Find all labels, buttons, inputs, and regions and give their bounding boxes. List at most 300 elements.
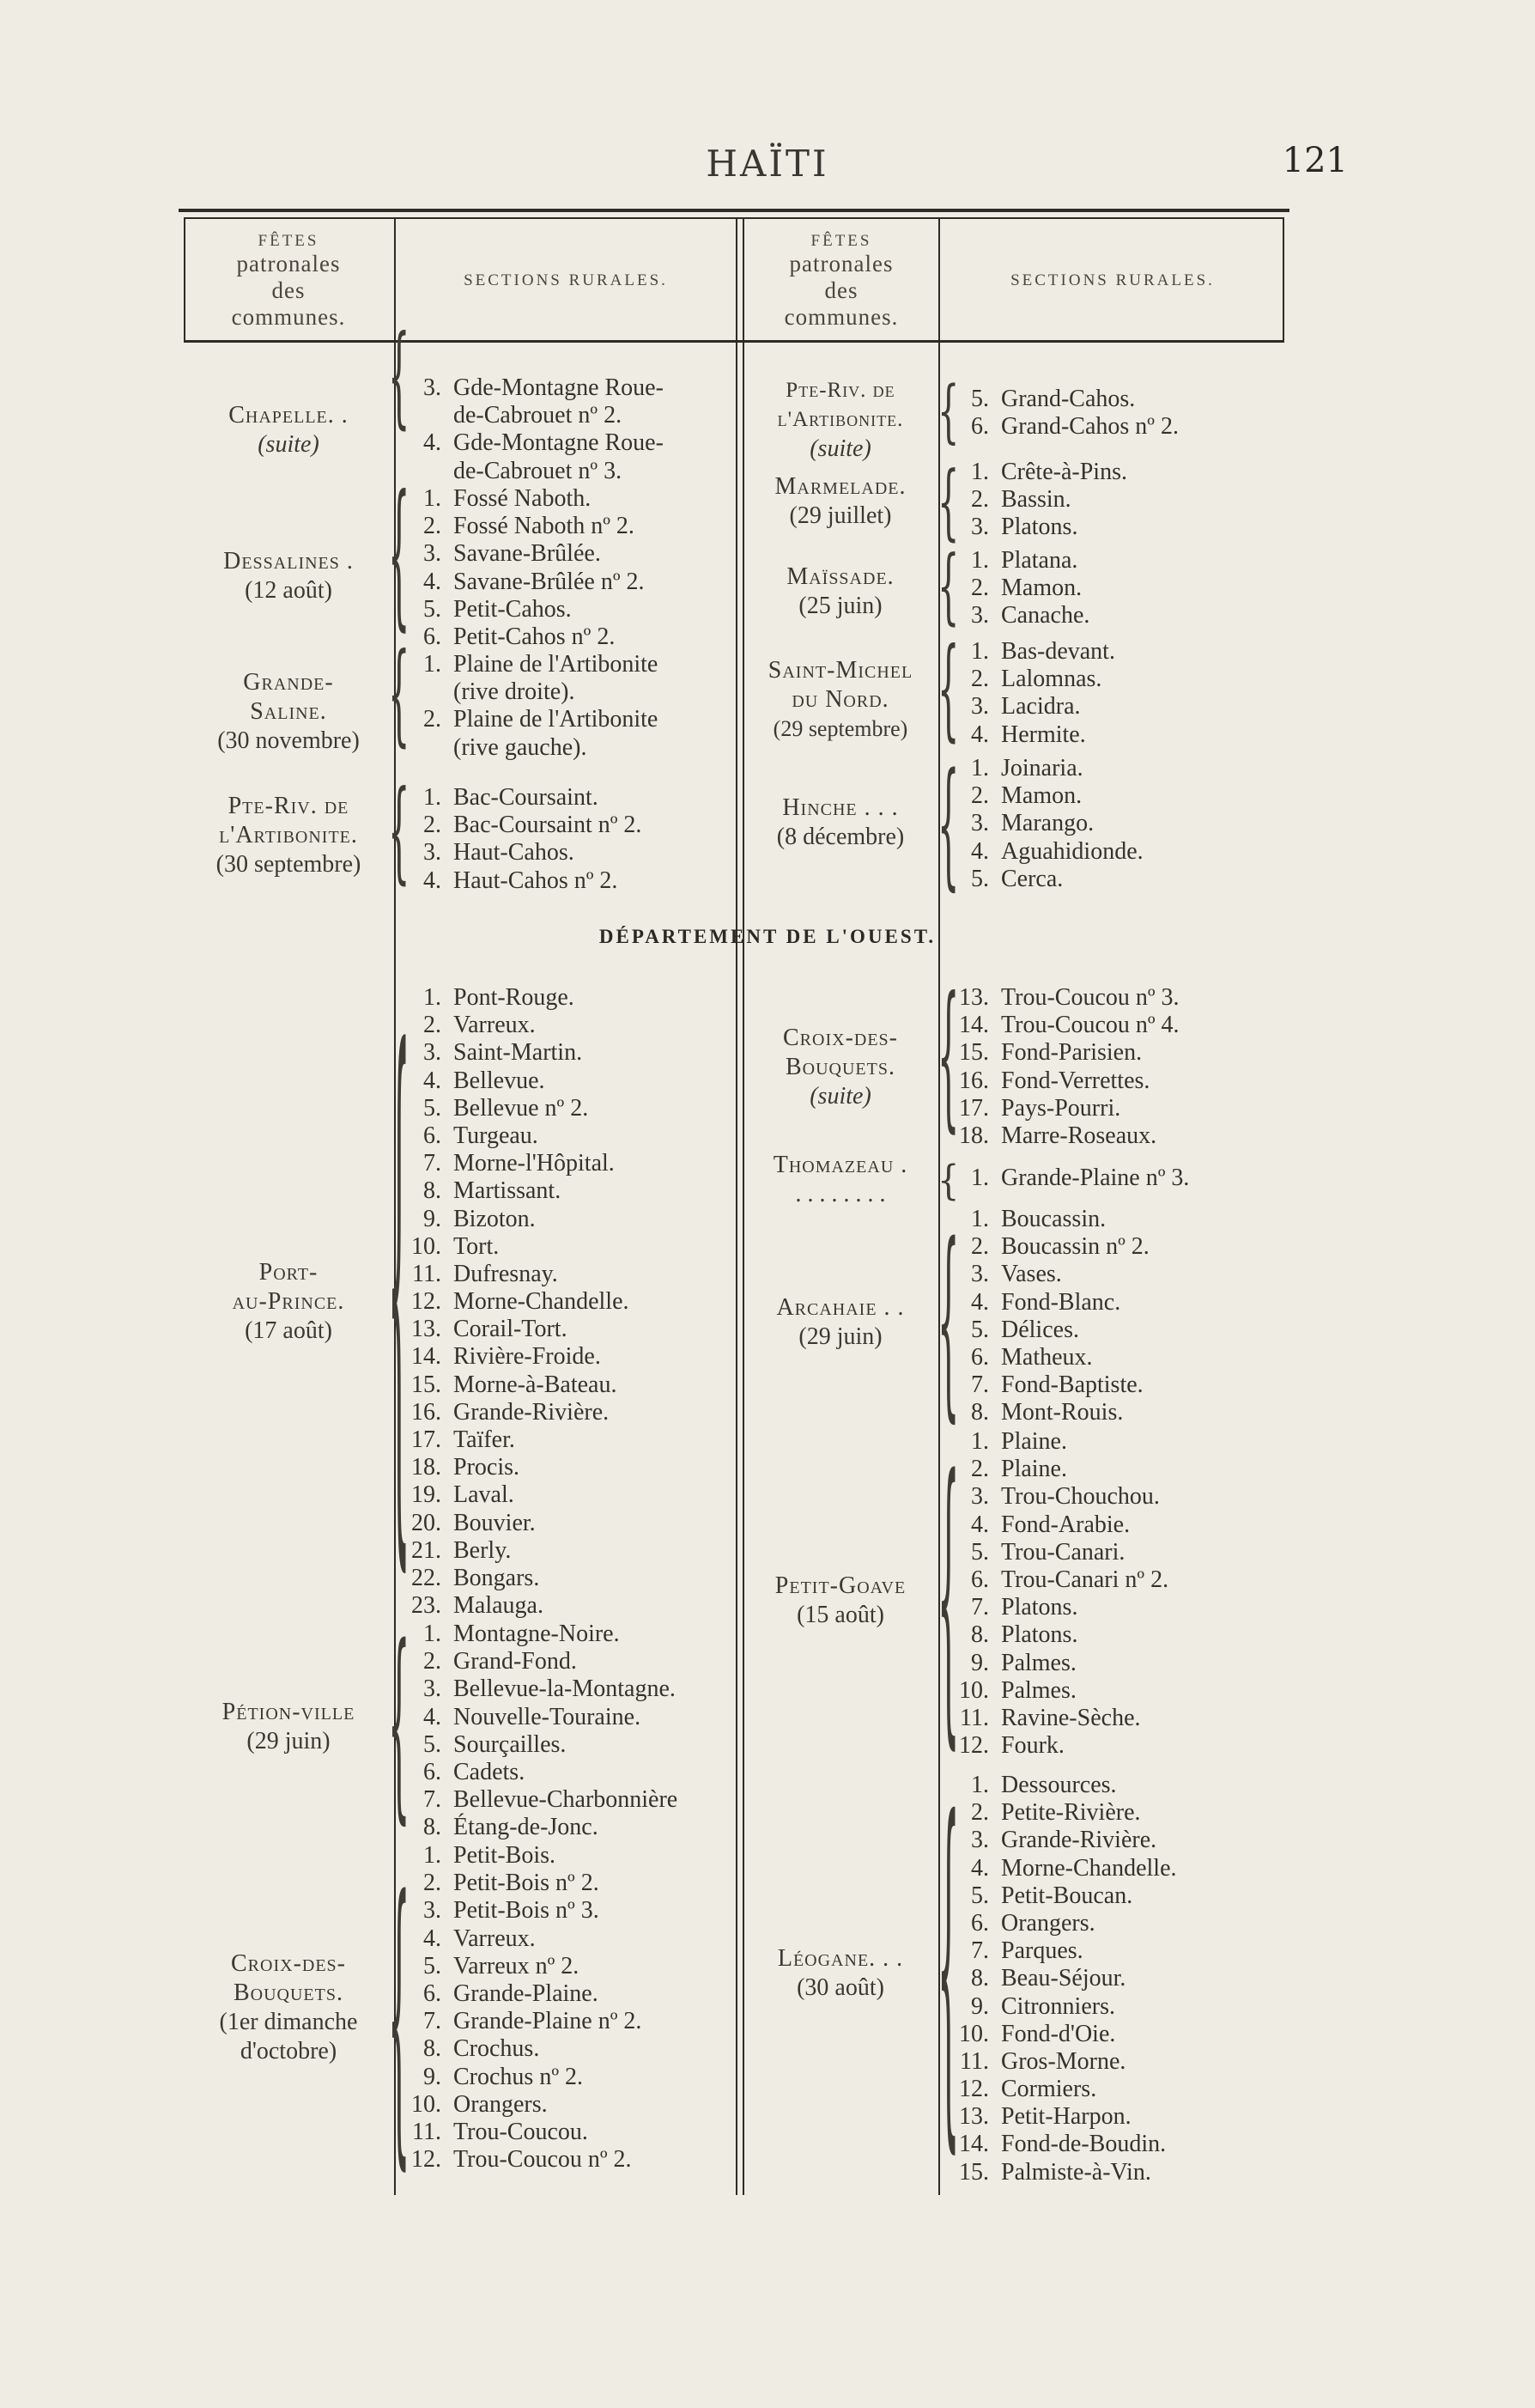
section-number: 6. <box>971 413 989 441</box>
table-top-rule-inner <box>184 217 1284 219</box>
list-item <box>944 1067 1180 1095</box>
list-item <box>944 1511 1168 1539</box>
section-number: 6. <box>971 1566 989 1593</box>
section-number: 3. <box>423 1897 441 1925</box>
list-item <box>944 1164 1189 1192</box>
list-item <box>944 2048 1177 2076</box>
section-number: 5. <box>423 1094 441 1122</box>
section-name: Lalomnas. <box>1001 666 1102 693</box>
section-number: 7. <box>971 1594 989 1621</box>
section-name: Saint-Martin. <box>453 1039 583 1067</box>
section-name: Platons. <box>1001 1594 1078 1621</box>
section-number: 7. <box>423 2008 441 2035</box>
section-number: 18. <box>959 1122 989 1149</box>
section-name: de-Cabrouet nº 2. <box>453 402 622 429</box>
list-item <box>944 1539 1168 1566</box>
list-item <box>397 706 658 733</box>
section-number: 13. <box>411 1316 441 1343</box>
section-number: 10. <box>411 2090 441 2118</box>
section-name: Délices. <box>1001 1316 1079 1343</box>
list-item <box>397 1371 629 1399</box>
section-number: 3. <box>971 602 989 629</box>
section-number: 16. <box>959 1067 989 1094</box>
section-number: 14. <box>959 2131 989 2158</box>
list-item <box>944 721 1115 749</box>
list-item <box>944 1371 1150 1399</box>
section-name: Grande-Plaine nº 3. <box>1001 1164 1190 1191</box>
section-number: 3. <box>971 514 989 541</box>
section-name: Taïfer. <box>453 1426 515 1453</box>
section-name: Cerca. <box>1001 865 1064 892</box>
section-name: Trou-Coucou. <box>453 2118 588 2145</box>
section-number: 17. <box>959 1094 989 1122</box>
section-number: 4. <box>971 721 989 748</box>
list-item <box>944 638 1115 666</box>
section-number: 6. <box>423 1758 441 1785</box>
section-name: Mamon. <box>1001 575 1083 602</box>
section-name: de-Cabrouet nº 3. <box>453 457 622 484</box>
brace-petite-riviere: { <box>388 769 410 897</box>
section-name: Turgeau. <box>453 1122 538 1149</box>
list-item <box>397 1399 629 1426</box>
section-number: 21. <box>411 1536 441 1564</box>
section-number: 3. <box>423 1675 441 1703</box>
list-item <box>397 1925 641 1953</box>
section-name: Corail-Tort. <box>453 1316 567 1343</box>
list-item <box>397 1675 677 1703</box>
commune-petite-riviere: Pte-Riv. de l'Artibonite. (30 septembre) <box>215 793 361 878</box>
section-name: Ravine-Sèche. <box>1001 1704 1141 1731</box>
section-name: Plaine. <box>1001 1456 1067 1483</box>
section-number: 4. <box>423 429 441 457</box>
section-number: 5. <box>423 1952 441 1979</box>
section-name: Parques. <box>1001 1937 1083 1965</box>
list-item <box>397 867 641 895</box>
section-name: Gde-Montagne Roue- <box>453 374 664 401</box>
section-number: 1. <box>971 755 989 781</box>
commune-petion-ville: Pétion-ville (29 juin) <box>221 1699 355 1754</box>
section-name: Petit-Harpon. <box>1001 2103 1132 2131</box>
commune-leogane: Léogane. . . (30 août) <box>777 1945 904 2001</box>
section-name: Vases. <box>1001 1261 1062 1288</box>
section-number: 2. <box>971 486 989 514</box>
section-number: 5. <box>423 1730 441 1758</box>
list-item <box>397 402 664 429</box>
section-number: 11. <box>412 1260 441 1287</box>
list-item <box>944 1428 1168 1456</box>
section-name: Plaine de l'Artibonite <box>453 651 658 678</box>
section-name: Varreux. <box>453 1925 536 1952</box>
brace-arcahaie: { <box>937 1206 960 1443</box>
list-item <box>397 651 658 678</box>
list-dessalines <box>397 485 645 651</box>
section-number: 3. <box>423 839 441 867</box>
commune-saint-michel: Saint-Michel du Nord. (29 septembre) <box>768 657 913 741</box>
brace-leogane: { <box>937 1754 960 2188</box>
list-item <box>944 602 1089 629</box>
list-item <box>397 1206 629 1233</box>
page-number: 121 <box>1282 141 1348 180</box>
section-number: 4. <box>971 1511 989 1538</box>
list-item <box>397 1953 641 1980</box>
section-number: 1. <box>971 547 989 574</box>
header-fetes-left: FÊTES patronales des communes. <box>231 232 346 330</box>
list-item <box>397 1316 629 1343</box>
list-item <box>397 1261 629 1288</box>
commune-petit-goave: Petit-Goave (15 août) <box>774 1572 907 1628</box>
section-number: 1. <box>423 651 441 678</box>
list-item <box>397 1648 677 1675</box>
section-number: 3. <box>971 1483 989 1511</box>
section-name: Joinaria. <box>1001 755 1083 781</box>
section-number: 1. <box>971 1772 989 1798</box>
list-item <box>944 2103 1177 2131</box>
list-item <box>944 838 1144 866</box>
brace-chapelle: { <box>388 314 410 441</box>
section-number: 2. <box>423 1648 441 1675</box>
section-name: Petit-Bois. <box>453 1842 556 1869</box>
section-name: Trou-Chouchou. <box>1001 1483 1160 1511</box>
running-title: HAÏTI <box>706 143 829 185</box>
list-item <box>944 1095 1180 1122</box>
list-item <box>397 1039 629 1067</box>
list-item <box>397 1177 629 1205</box>
list-item <box>944 1483 1168 1511</box>
section-name: Grand-Cahos. <box>1001 386 1136 412</box>
list-item <box>944 1566 1168 1594</box>
section-number: 5. <box>971 865 989 892</box>
list-item <box>397 569 645 596</box>
section-number: 13. <box>959 984 989 1011</box>
section-number: 4. <box>423 1067 441 1094</box>
list-item <box>397 1759 677 1786</box>
brace-hinche: { <box>937 747 960 905</box>
section-name: Trou-Coucou nº 2. <box>453 2146 632 2174</box>
header-sections-right: SECTIONS RURALES. <box>1010 271 1215 289</box>
section-number: 8. <box>971 1965 989 1992</box>
list-port-au-prince <box>397 984 629 1620</box>
section-number: 5. <box>423 595 441 623</box>
section-number: 5. <box>971 1538 989 1566</box>
section-number: 6. <box>971 1909 989 1937</box>
section-number: 9. <box>423 1205 441 1232</box>
section-number: 2. <box>423 1012 441 1039</box>
list-item <box>397 1150 629 1177</box>
section-number: 18. <box>411 1454 441 1481</box>
list-item <box>397 1095 629 1122</box>
section-name: Bouvier. <box>453 1509 536 1536</box>
section-name: Boucassin. <box>1001 1206 1107 1232</box>
section-number: 6. <box>423 1979 441 2007</box>
section-name: Beau-Séjour. <box>1001 1965 1126 1992</box>
list-item <box>397 1067 629 1095</box>
section-name: Bac-Coursaint. <box>453 784 598 811</box>
list-item <box>944 1827 1177 1854</box>
section-number: 9. <box>971 1649 989 1676</box>
list-item <box>944 693 1115 721</box>
section-name: Fourk. <box>1001 1732 1065 1760</box>
list-item <box>944 1122 1180 1150</box>
section-number: 11. <box>412 2118 441 2145</box>
section-number: 2. <box>971 1456 989 1483</box>
list-item <box>944 1261 1150 1288</box>
list-item <box>397 2035 641 2063</box>
section-name: Laval. <box>453 1481 514 1509</box>
list-item <box>397 1426 629 1454</box>
commune-grande-saline: Grande- Saline. (30 novembre) <box>217 669 360 754</box>
section-name: Crochus. <box>453 2035 540 2063</box>
section-number: 13. <box>959 2103 989 2131</box>
section-number: 12. <box>411 1288 441 1316</box>
section-name: Trou-Coucou nº 4. <box>1001 1012 1180 1039</box>
brace-petit-goave: { <box>937 1423 960 1779</box>
section-number: 6. <box>423 1122 441 1149</box>
section-name: Orangers. <box>453 2090 548 2118</box>
commune-petite-riviere-suite: Pte-Riv. de l'Artibonite. (suite) <box>777 379 904 462</box>
list-saint-michel <box>944 638 1115 749</box>
list-item <box>397 2008 641 2035</box>
list-item <box>944 1910 1177 1937</box>
section-name: Grand-Fond. <box>453 1648 577 1675</box>
section-number: 1. <box>971 459 989 485</box>
section-number: 11. <box>960 1704 989 1731</box>
section-name: Petit-Bois nº 3. <box>453 1897 599 1925</box>
section-name: Aguahidionde. <box>1001 837 1144 865</box>
section-name: Morne-l'Hôpital. <box>453 1150 615 1177</box>
list-grande-saline <box>397 651 658 762</box>
list-item <box>397 596 645 623</box>
section-name: Morne-Chandelle. <box>1001 1854 1177 1882</box>
section-number: 3. <box>423 540 441 568</box>
list-item <box>944 866 1144 893</box>
section-number: 9. <box>971 1992 989 2020</box>
section-number: 9. <box>423 2063 441 2090</box>
list-thomazeau <box>944 1164 1189 1192</box>
brace-saint-michel: { <box>937 627 960 754</box>
section-name: Morne-à-Bateau. <box>453 1371 617 1398</box>
list-item <box>944 1882 1177 1910</box>
section-name: Bongars. <box>453 1564 540 1591</box>
list-item <box>944 1705 1168 1732</box>
section-number: 12. <box>411 2146 441 2174</box>
section-number: 3. <box>423 1039 441 1067</box>
list-croix-des-bouquets <box>397 1842 641 2174</box>
section-number: 2. <box>423 812 441 839</box>
list-hinche <box>944 755 1144 893</box>
section-number: 1. <box>971 1428 989 1455</box>
section-name: Pont-Rouge. <box>453 984 574 1011</box>
list-petit-goave <box>944 1428 1168 1760</box>
list-item <box>397 1592 629 1620</box>
section-name: Fossé Naboth nº 2. <box>453 513 634 540</box>
list-arcahaie <box>944 1206 1150 1427</box>
list-item <box>397 1454 629 1481</box>
list-item <box>397 1122 629 1150</box>
section-name: (rive gauche). <box>453 733 587 761</box>
list-item <box>397 1343 629 1371</box>
section-name: Petite-Rivière. <box>1001 1799 1141 1827</box>
commune-croix-des-bouquets-suite: Croix-des- Bouquets. (suite) <box>783 1025 898 1110</box>
list-item <box>397 623 645 651</box>
section-number: 10. <box>411 1232 441 1260</box>
list-item <box>944 984 1180 1012</box>
section-number: 19. <box>411 1481 441 1509</box>
section-name: Trou-Coucou nº 3. <box>1001 984 1180 1011</box>
list-item <box>397 734 658 762</box>
section-name: Haut-Cahos nº 2. <box>453 867 618 894</box>
section-number: 5. <box>971 386 989 412</box>
list-item <box>397 984 629 1012</box>
list-item <box>944 1594 1168 1621</box>
section-number: 2. <box>971 575 989 602</box>
section-number: 1. <box>423 1621 441 1647</box>
list-item <box>397 1786 677 1814</box>
commune-maissade: Maïssade. (25 juin) <box>786 563 895 619</box>
section-number: 3. <box>971 1827 989 1854</box>
list-item <box>944 547 1089 575</box>
list-item <box>397 1510 629 1537</box>
section-name: Bac-Coursaint nº 2. <box>453 812 642 839</box>
list-item <box>397 458 664 485</box>
section-number: 2. <box>971 1233 989 1261</box>
brace-petite-riviere-suite: { <box>937 373 960 452</box>
section-name: Grande-Plaine nº 2. <box>453 2008 642 2035</box>
section-name: Savane-Brûlée. <box>453 540 601 568</box>
section-number: 1. <box>423 784 441 811</box>
section-number: 6. <box>423 623 441 650</box>
list-item <box>944 459 1127 486</box>
section-name: Savane-Brûlée nº 2. <box>453 568 645 595</box>
section-number: 8. <box>423 2035 441 2063</box>
section-name: Fossé Naboth. <box>453 485 592 512</box>
section-name: Petit-Boucan. <box>1001 1882 1133 1909</box>
list-item <box>397 485 645 513</box>
section-name: Fond-Parisien. <box>1001 1039 1143 1067</box>
section-number: 4. <box>423 867 441 894</box>
section-name: Hermite. <box>1001 721 1086 748</box>
section-number: 2. <box>971 1799 989 1827</box>
section-number: 12. <box>959 1732 989 1760</box>
brace-croix-des-bouquets: { <box>388 1844 410 2199</box>
commune-hinche: Hinche . . . (8 décembre) <box>776 794 905 850</box>
list-item <box>944 1233 1150 1261</box>
brace-dessalines: { <box>388 465 410 648</box>
list-item <box>944 1206 1150 1233</box>
section-name: Pays-Pourri. <box>1001 1094 1121 1122</box>
section-name: Cadets. <box>453 1758 525 1785</box>
section-number: 20. <box>411 1509 441 1536</box>
section-number: 11. <box>960 2047 989 2075</box>
section-name: Bellevue. <box>453 1067 545 1094</box>
section-number: 4. <box>423 1703 441 1730</box>
section-number: 17. <box>411 1426 441 1453</box>
section-number: 4. <box>423 568 441 595</box>
list-item <box>397 1233 629 1261</box>
section-number: 14. <box>411 1343 441 1371</box>
list-item <box>397 812 641 839</box>
section-number: 2. <box>423 706 441 733</box>
table-header-rule <box>184 340 1284 343</box>
section-name: Mont-Rouis. <box>1001 1399 1124 1426</box>
section-name: Fond-Baptiste. <box>1001 1371 1144 1399</box>
section-number: 1. <box>971 1164 989 1191</box>
list-item <box>944 1732 1168 1760</box>
list-item <box>944 514 1127 541</box>
section-name: Grande-Plaine. <box>453 1979 598 2007</box>
list-item <box>397 429 664 457</box>
section-number: 16. <box>411 1398 441 1426</box>
list-item <box>944 1316 1150 1344</box>
section-number: 1. <box>423 984 441 1011</box>
list-item <box>944 1039 1180 1067</box>
list-item <box>944 1012 1180 1039</box>
list-item <box>944 386 1179 413</box>
section-name: Montagne-Noire. <box>453 1621 620 1647</box>
list-petite-riviere-suite <box>944 386 1179 441</box>
list-item <box>397 1842 641 1870</box>
section-name: Grand-Cahos nº 2. <box>1001 413 1179 441</box>
list-item <box>944 1772 1177 1799</box>
section-number: 2. <box>423 513 441 540</box>
section-number: 23. <box>411 1592 441 1620</box>
list-item <box>944 1621 1168 1649</box>
list-item <box>944 666 1115 693</box>
section-number: 15. <box>411 1371 441 1398</box>
ouest-divider-2b <box>743 976 744 2195</box>
brace-maissade: { <box>937 539 960 635</box>
section-name: Palmes. <box>1001 1649 1077 1676</box>
section-name: Crochus nº 2. <box>453 2063 584 2090</box>
section-number: 7. <box>971 1371 989 1399</box>
section-name: Crête-à-Pins. <box>1001 459 1127 485</box>
list-item <box>397 1565 629 1592</box>
list-item <box>944 782 1144 810</box>
commune-chapelle: Chapelle. . (suite) <box>228 402 349 458</box>
brace-grande-saline: { <box>388 632 410 759</box>
section-number: 12. <box>959 2076 989 2103</box>
list-maissade <box>944 547 1089 630</box>
table-top-rule <box>179 209 1289 212</box>
section-name: Petit-Cahos. <box>453 595 572 623</box>
section-number: 1. <box>971 638 989 665</box>
list-item <box>944 1344 1150 1371</box>
list-item <box>397 2146 641 2174</box>
section-name: Haut-Cahos. <box>453 839 574 867</box>
list-item <box>944 1799 1177 1827</box>
section-name: Varreux. <box>453 1012 536 1039</box>
section-name: Étang-de-Jonc. <box>453 1814 598 1841</box>
list-item <box>397 678 658 706</box>
section-number: 15. <box>959 2158 989 2186</box>
section-number: 1. <box>423 1842 441 1869</box>
section-number: 10. <box>959 2020 989 2047</box>
section-number: 3. <box>971 810 989 837</box>
header-sections-left: SECTIONS RURALES. <box>464 271 668 289</box>
section-name: Citronniers. <box>1001 1992 1115 2020</box>
section-number: 5. <box>971 1316 989 1343</box>
list-item <box>397 540 645 568</box>
section-name: Dessources. <box>1001 1772 1117 1798</box>
section-name: Rivière-Froide. <box>453 1343 601 1371</box>
commune-croix-des-bouquets: Croix-des- Bouquets. (1er dimanche d'octobre) <box>219 1950 358 2064</box>
list-chapelle <box>397 374 664 485</box>
list-item <box>944 755 1144 782</box>
section-name: Fond-de-Boudin. <box>1001 2131 1167 2158</box>
list-item <box>397 784 641 812</box>
list-item <box>944 575 1089 602</box>
list-item <box>944 1289 1150 1316</box>
section-name: Grande-Rivière. <box>453 1398 610 1426</box>
